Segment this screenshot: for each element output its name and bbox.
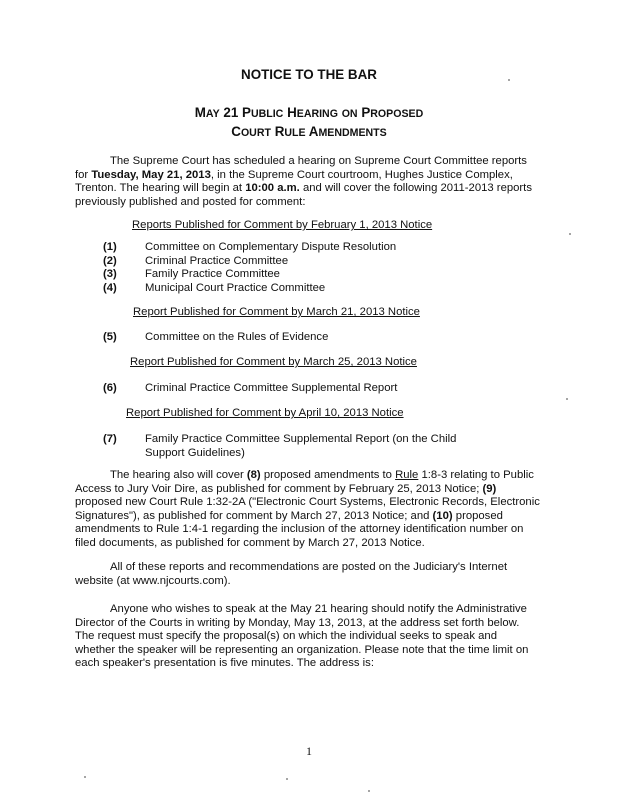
report-list-1: [103, 241, 475, 295]
scan-speck: [84, 776, 86, 778]
notice-title: NOTICE TO THE BAR: [241, 67, 377, 82]
title-word-capital: C: [231, 124, 241, 139]
title-word-capital: 21: [223, 105, 239, 120]
section-heading: Report Published for Comment by March 21, 2013 Notice: [133, 306, 420, 318]
amendments-text-d: proposed new Court Rule 1:32-2A ("Electronic Court Systems, Electronic Records, Electronic Signatures"), as published for comment by March 27, 2013 Notice; and: [75, 496, 540, 522]
report-list-2: [103, 331, 475, 345]
amendments-text-a: The hearing also will cover: [110, 469, 244, 481]
hearing-title-line-1: [0, 104, 618, 123]
hearing-time: 10:00 a.m.: [245, 182, 300, 195]
scan-speck: [566, 398, 568, 400]
speakers-paragraph: [75, 603, 540, 671]
amendments-text-e: proposed amendments to Rule 1:4-1 regarding the inclusion of the attorney identification number on filed documents, as published for comment by March 27, 2013 Notice.: [75, 509, 524, 549]
page-number: 1: [306, 744, 312, 758]
scan-speck: [569, 233, 571, 235]
amendments-text-b: proposed amendments to: [263, 469, 392, 481]
section-heading: Reports Published for Comment by February 1, 2013 Notice: [132, 219, 433, 231]
item-number: (2): [103, 254, 117, 267]
title-word-rest: MENDMENTS: [318, 127, 387, 139]
scan-speck: [508, 79, 510, 81]
item-text: Family Practice Committee: [145, 268, 280, 281]
item-text: Committee on Complementary Dispute Resolution: [145, 241, 397, 253]
list-item: [103, 331, 475, 345]
intro-paragraph: [75, 155, 540, 209]
intro-text-3: and will cover the following 2011-2013 reports previously published and posted for comment:: [75, 182, 532, 208]
speakers-text: Anyone who wishes to speak at the May 21 hearing should notify the Administrative Director of the Courts in writing by Monday, May 13, 2013, at the address set forth below. The request must specify the proposal(s) on which the individual seeks to speak and whether the speaker will be representing an organization. Please note that the time limit on each speaker's presentation is five minutes. The address is:: [75, 603, 529, 670]
report-list-3: [103, 382, 475, 396]
title-word-rest: ON: [341, 108, 358, 120]
item-number: (7): [103, 433, 117, 445]
title-word-rest: UBLIC: [250, 108, 284, 120]
website-paragraph: [75, 561, 540, 588]
amendments-text-c: 1:8-3 relating to Public Access to Jury Voir Dire, as published for comment by February 25, 2013 Notice;: [75, 469, 534, 495]
list-item: [103, 255, 475, 269]
section-heading: Report Published for Comment by April 10, 2013 Notice: [126, 407, 404, 419]
title-word: [287, 105, 338, 120]
hearing-title-line-2: [0, 123, 618, 142]
item-number: (3): [103, 268, 117, 281]
title-word-rest: EARING: [296, 108, 338, 120]
item-text: Criminal Practice Committee: [145, 254, 289, 267]
hearing-date: Tuesday, May 21, 2013: [91, 168, 211, 181]
item-number-10: (10): [432, 509, 453, 522]
title-word: [242, 105, 283, 120]
title-word-capital: P: [242, 105, 251, 120]
hearing-title: [0, 104, 618, 142]
title-word-capital: A: [308, 124, 319, 139]
title-word: [361, 105, 423, 120]
item-number-8: (8): [246, 469, 261, 481]
title-word-capital: R: [274, 124, 285, 139]
item-number: (1): [103, 241, 117, 253]
website-text: All of these reports and recommendations are posted on the Judiciary's Internet website (at www.njcourts.com).: [75, 561, 508, 587]
title-word-rest: AY: [205, 108, 220, 120]
list-item: [103, 382, 475, 396]
title-word-capital: M: [194, 105, 206, 120]
intro-text-1: The Supreme Court has scheduled a hearing on Supreme Court Committee reports for: [75, 155, 527, 181]
item-number: (5): [103, 331, 117, 343]
title-word: [275, 124, 306, 139]
section-heading: Report Published for Comment by March 25, 2013 Notice: [130, 356, 417, 368]
list-item: [103, 241, 475, 255]
title-word: [231, 124, 271, 139]
item-text: Criminal Practice Committee Supplemental Report: [145, 382, 398, 394]
title-word-rest: ROPOSED: [370, 108, 424, 120]
report-list-4: [103, 433, 485, 460]
scan-speck: [286, 778, 288, 780]
title-word: [195, 105, 220, 120]
title-word-rest: ULE: [284, 127, 306, 139]
title-word: [309, 124, 387, 139]
title-word: [223, 105, 238, 120]
item-text: Family Practice Committee Supplemental Report (on the Child Support Guidelines): [145, 433, 457, 459]
title-word-capital: H: [287, 105, 297, 120]
amendments-paragraph: [75, 469, 540, 551]
title-word-rest: OURT: [240, 127, 271, 139]
title-word: [342, 105, 358, 120]
item-text: Municipal Court Practice Committee: [145, 281, 326, 294]
scan-speck: [368, 790, 370, 792]
list-item: [103, 282, 475, 296]
item-number-9: (9): [482, 482, 497, 495]
item-text: Committee on the Rules of Evidence: [145, 331, 329, 343]
rule-link-text: Rule: [395, 469, 419, 481]
list-item: [103, 433, 485, 460]
intro-text-2: , in the Supreme Court courtroom, Hughes Justice Complex, Trenton. The hearing will begin at: [75, 168, 513, 195]
item-number: (6): [103, 382, 117, 394]
list-item: [103, 268, 475, 282]
title-word-capital: P: [361, 105, 371, 120]
item-number: (4): [103, 281, 117, 294]
